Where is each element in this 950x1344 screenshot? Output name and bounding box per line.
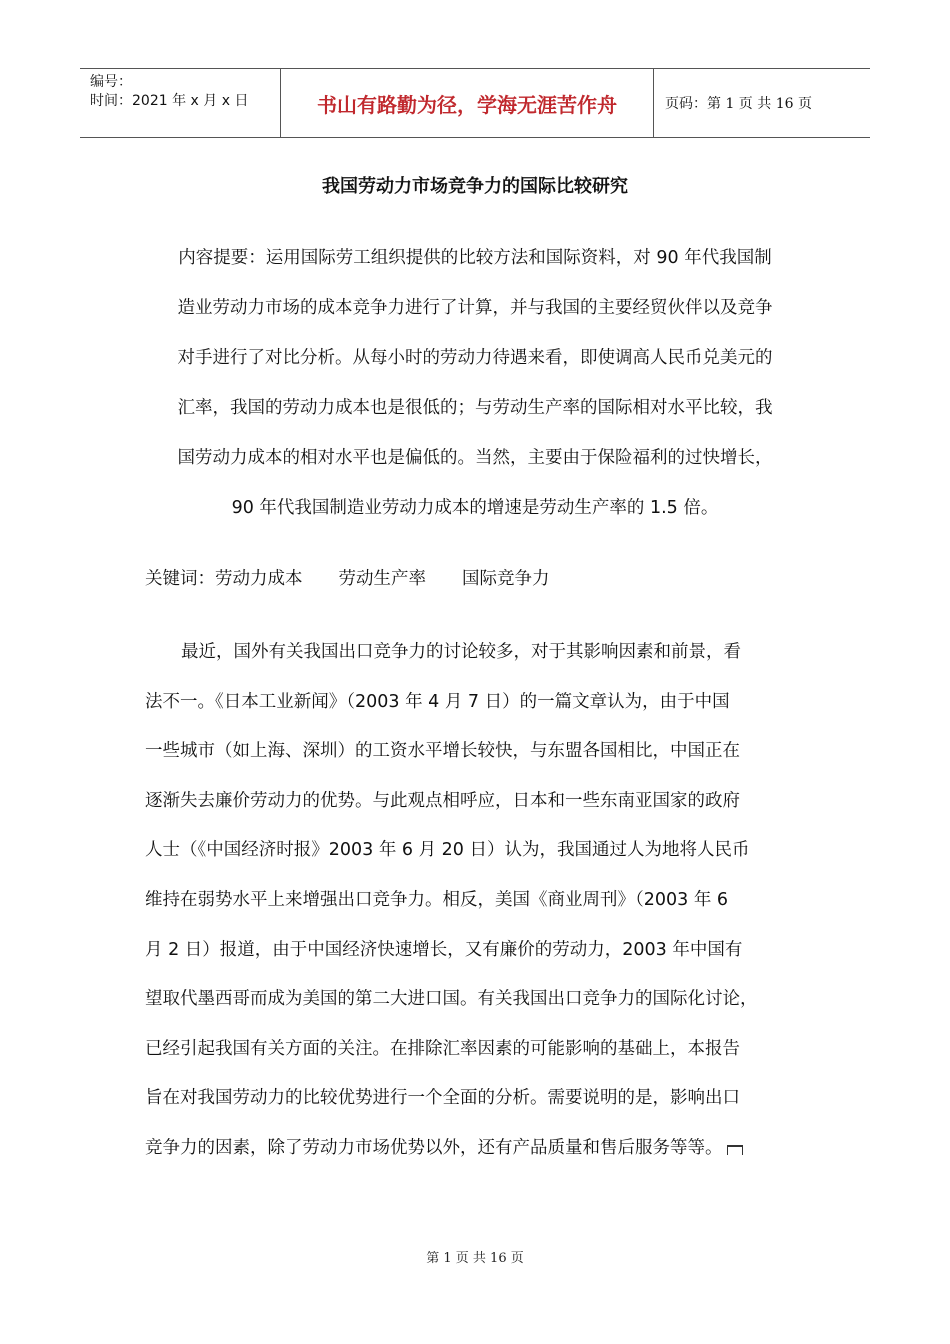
body-line-last xyxy=(145,1130,810,1180)
body-paragraph xyxy=(145,634,810,1180)
abstract-line: 内容提要：运用国际劳工组织提供的比较方法和国际资料，对 90 年代我国制 xyxy=(178,248,772,268)
abstract-line: 90 年代我国制造业劳动力成本的增速是劳动生产率的 1.5 倍。 xyxy=(231,498,719,518)
footnote-marker-icon xyxy=(727,1145,743,1155)
body-line: 逐渐失去廉价劳动力的优势。与此观点相呼应，日本和一些东南亚国家的政府 xyxy=(145,790,740,811)
body-line: 法不一。《日本工业新闻》（2003 年 4 月 7 日）的一篇文章认为，由于中国 xyxy=(145,691,730,712)
body-line-text: 竞争力的因素，除了劳动力市场优势以外，还有产品质量和售后服务等等。 xyxy=(145,1137,723,1158)
abstract-line: 汇率，我国的劳动力成本也是很低的；与劳动生产率的国际相对水平比较，我 xyxy=(177,398,773,418)
abstract xyxy=(145,240,805,540)
page-footer: 第 1 页 共 16 页 xyxy=(426,1251,524,1266)
document-title: 我国劳动力市场竞争力的国际比较研究 xyxy=(322,176,628,197)
keywords-label: 关键词： xyxy=(145,569,215,589)
body-line: 维持在弱势水平上来增强出口竞争力。相反，美国《商业周刊》（2003 年 6 xyxy=(145,889,729,910)
header-meta-cell xyxy=(80,69,281,137)
body-line: 月 2 日）报道，由于中国经济快速增长，又有廉价的劳动力，2003 年中国有 xyxy=(145,939,743,960)
document-time-label: 时间：2021 年 x 月 x 日 xyxy=(90,93,249,109)
abstract-line: 对手进行了对比分析。从每小时的劳动力待遇来看，即使调高人民币兑美元的 xyxy=(177,348,773,368)
body-line: 最近，国外有关我国出口竞争力的讨论较多，对于其影响因素和前景，看 xyxy=(181,642,741,662)
body-line: 人士（《中国经济时报》2003 年 6 月 20 日）认为，我国通过人为地将人民币 xyxy=(145,840,750,861)
document-header xyxy=(80,68,870,138)
body-line: 旨在对我国劳动力的比较优势进行一个全面的分析。需要说明的是，影响出口 xyxy=(145,1088,740,1109)
body-line: 望取代墨西哥而成为美国的第二大进口国。有关我国出口竞争力的国际化讨论， xyxy=(145,989,758,1010)
header-page-info: 页码：第 1 页 共 16 页 xyxy=(665,96,812,112)
keyword-item: 劳动力成本 xyxy=(215,569,303,589)
body-line: 一些城市（如上海、深圳）的工资水平增长较快，与东盟各国相比，中国正在 xyxy=(145,741,740,762)
body-line: 已经引起我国有关方面的关注。在排除汇率因素的可能影响的基础上，本报告 xyxy=(145,1038,740,1059)
abstract-line: 造业劳动力市场的成本竞争力进行了计算，并与我国的主要经贸伙伴以及竞争 xyxy=(177,298,773,318)
keyword-item: 国际竞争力 xyxy=(462,569,550,589)
keywords xyxy=(145,564,550,594)
keyword-item: 劳动生产率 xyxy=(338,569,426,589)
document-code-label: 编号： xyxy=(90,74,132,90)
header-motto: 书山有路勤为径，学海无涯苦作舟 xyxy=(281,69,654,137)
abstract-line: 国劳动力成本的相对水平也是偏低的。当然，主要由于保险福利的过快增长， xyxy=(177,448,773,468)
